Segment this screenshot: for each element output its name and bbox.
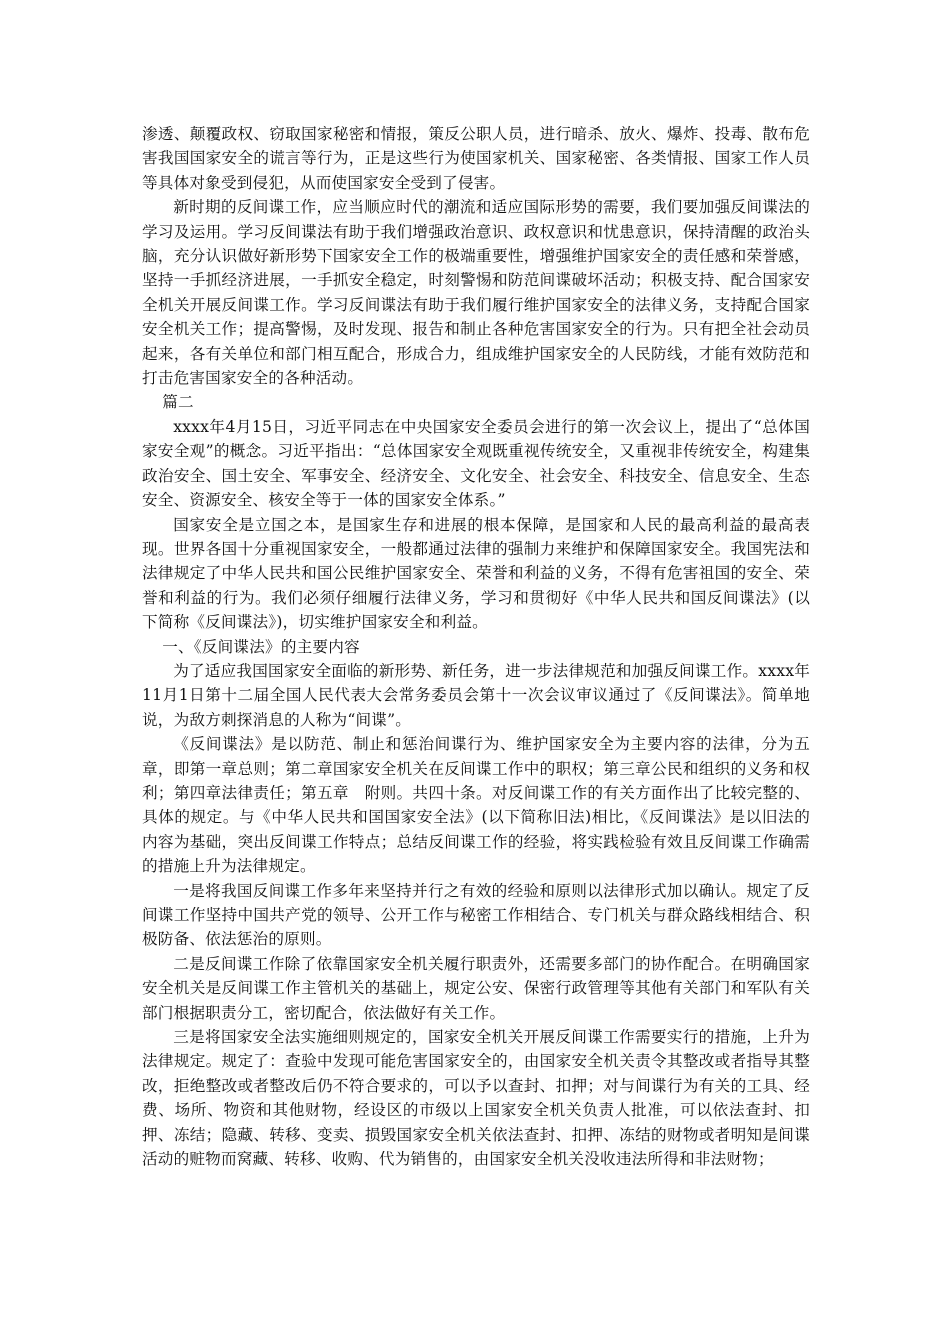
paragraph-4: 国家安全是立国之本，是国家生存和进展的根本保障，是国家和人民的最高利益的最高表现。世界各国十分重视国家安全，一般都通过法律的强制力来维护和保障国家安全。我国宪法和法律规定了中华人民共和国公民维护国家安全、荣誉和利益的义务，不得有危害祖国的安全、荣誉和利益的行为。我们必须仔细履行法律义务，学习和贯彻好《中华人民共和国反间谍法》(以下简称《反间谍法》)，切实维护国家安全和利益。 [142,515,810,632]
paragraph-5: 为了适应我国国家安全面临的新形势、新任务，进一步法律规范和加强反间谍工作。xxxx年11月1日第十二届全国人民代表大会常务委员会第十一次会议审议通过了《反间谍法》。简单地说，为敌方刺探消息的人称为“间谍”。 [142,661,810,729]
section-heading-1: 一、《反间谍法》的主要内容 [162,637,360,656]
paragraph-9: 三是将国家安全法实施细则规定的，国家安全机关开展反间谍工作需要实行的措施，上升为法律规定。规定了：查验中发现可能危害国家安全的，由国家安全机关责令其整改或者指导其整改，拒绝整改或者整改后仍不符合要求的，可以予以查封、扣押；对与间谍行为有关的工具、经费、场所、物资和其他财物，经设区的市级以上国家安全机关负责人批准，可以依法查封、扣押、冻结；隐藏、转移、变卖、损毁国家安全机关依法查封、扣押、冻结的财物或者明知是间谍活动的赃物而窝藏、转移、收购、代为销售的，由国家安全机关没收违法所得和非法财物； [142,1028,810,1169]
paragraph-1: 渗透、颠覆政权、窃取国家秘密和情报，策反公职人员，进行暗杀、放火、爆炸、投毒、散布危害我国国家安全的谎言等行为，正是这些行为使国家机关、国家秘密、各类情报、国家工作人员等具体对象受到侵犯，从而使国家安全受到了侵害。 [142,125,810,192]
paragraph-7: 一是将我国反间谍工作多年来坚持并行之有效的经验和原则以法律形式加以确认。规定了反间谍工作坚持中国共产党的领导、公开工作与秘密工作相结合、专门机关与群众路线相结合、积极防备、依法惩治的原则。 [142,881,810,949]
document-page [142,122,810,1171]
paragraph-3: xxxx年4月15日，习近平同志在中央国家安全委员会进行的第一次会议上，提出了“总体国家安全观”的概念。习近平指出：“总体国家安全观既重视传统安全，又重视非传统安全，构建集政治安全、国土安全、军事安全、经济安全、文化安全、社会安全、科技安全、信息安全、生态安全、资源安全、核安全等于一体的国家安全体系。” [142,417,810,510]
paragraph-2: 新时期的反间谍工作，应当顺应时代的潮流和适应国际形势的需要，我们要加强反间谍法的学习及运用。学习反间谍法有助于我们增强政治意识、政权意识和忧患意识，保持清醒的政治头脑，充分认识做好新形势下国家安全工作的极端重要性，增强维护国家安全的责任感和荣誉感，坚持一手抓经济进展，一手抓安全稳定，时刻警惕和防范间谍破坏活动；积极支持、配合国家安全机关开展反间谍工作。学习反间谍法有助于我们履行维护国家安全的法律义务，支持配合国家安全机关工作；提高警惕，及时发现、报告和制止各种危害国家安全的行为。只有把全社会动员起来，各有关单位和部门相互配合，形成合力，组成维护国家安全的人民防线，才能有效防范和打击危害国家安全的各种活动。 [142,198,810,388]
paragraph-8: 二是反间谍工作除了依靠国家安全机关履行职责外，还需要多部门的协作配合。在明确国家安全机关是反间谍工作主管机关的基础上，规定公安、保密行政管理等其他有关部门和军队有关部门根据职责分工，密切配合，依法做好有关工作。 [142,954,810,1022]
paragraph-6: 《反间谍法》是以防范、制止和惩治间谍行为、维护国家安全为主要内容的法律，分为五章，即第一章总则；第二章国家安全机关在反间谍工作中的职权；第三章公民和组织的义务和权利；第四章法律责任；第五章 附则。共四十条。对反间谍工作的有关方面作出了比较完整的、具体的规定。与《中华人民共和国国家安全法》(以下简称旧法)相比，《反间谍法》是以旧法的内容为基础，突出反间谍工作特点；总结反间谍工作的经验，将实践检验有效且反间谍工作确需的措施上升为法律规定。 [142,735,810,876]
section-title-pian-er: 篇二 [162,393,194,412]
